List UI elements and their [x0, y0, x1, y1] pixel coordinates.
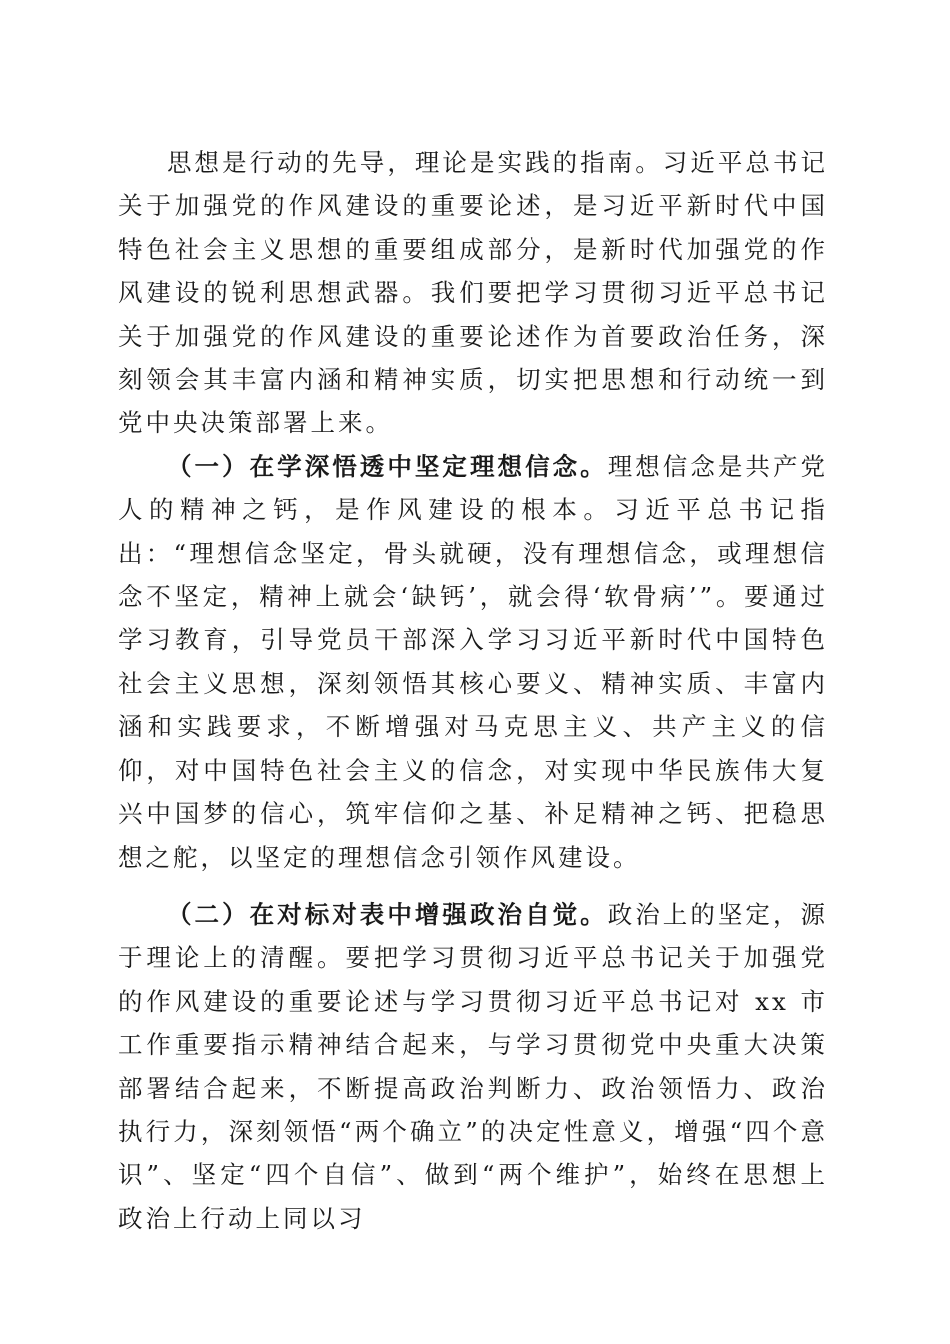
- section-1-text: 理想信念是共产党人的精神之钙，是作风建设的根本。习近平总书记指出：“理想信念坚定，骨头就硬，没有理想信念，或理想信念不坚定，精神上就会‘缺钙’，就会得‘软骨病’”。要通过学习教育，引导党员干部深入学习习近平新时代中国特色社会主义思想，深刻领悟其核心要义、精神实质、丰富内涵和实践要求，不断增强对马克思主义、共产主义的信仰，对中国特色社会主义的信念，对实现中华民族伟大复兴中国梦的信心，筑牢信仰之基、补足精神之钙、把稳思想之舵，以坚定的理想信念引领作风建设。: [118, 451, 829, 872]
- document-body: [118, 141, 828, 1240]
- paragraph-intro-text: 思想是行动的先导，理论是实践的指南。习近平总书记关于加强党的作风建设的重要论述，是习近平新时代中国特色社会主义思想的重要组成部分，是新时代加强党的作风建设的锐利思想武器。我们要把学习贯彻习近平总书记关于加强党的作风建设的重要论述作为首要政治任务，深刻领会其丰富内涵和精神实质，切实把思想和行动统一到党中央决策部署上来。: [118, 148, 828, 438]
- paragraph-section-2: [118, 893, 828, 1240]
- paragraph-intro: [118, 141, 828, 445]
- section-2-text: 政治上的坚定，源于理论上的清醒。要把学习贯彻习近平总书记关于加强党的作风建设的重要论述与学习贯彻习近平总书记对 xx 市工作重要指示精神结合起来，与学习贯彻党中央重大决策部署结合起来，不断提高政治判断力、政治领悟力、政治执行力，深刻领悟“两个确立”的决定性意义，增强“四个意识”、坚定“四个自信”、做到“两个维护”，始终在思想上政治上行动上同以习: [118, 899, 829, 1233]
- section-2-heading: （二）在对标对表中增强政治自觉。: [167, 899, 608, 929]
- paragraph-section-1: [118, 445, 828, 879]
- section-1-heading: （一）在学深悟透中坚定理想信念。: [167, 451, 608, 481]
